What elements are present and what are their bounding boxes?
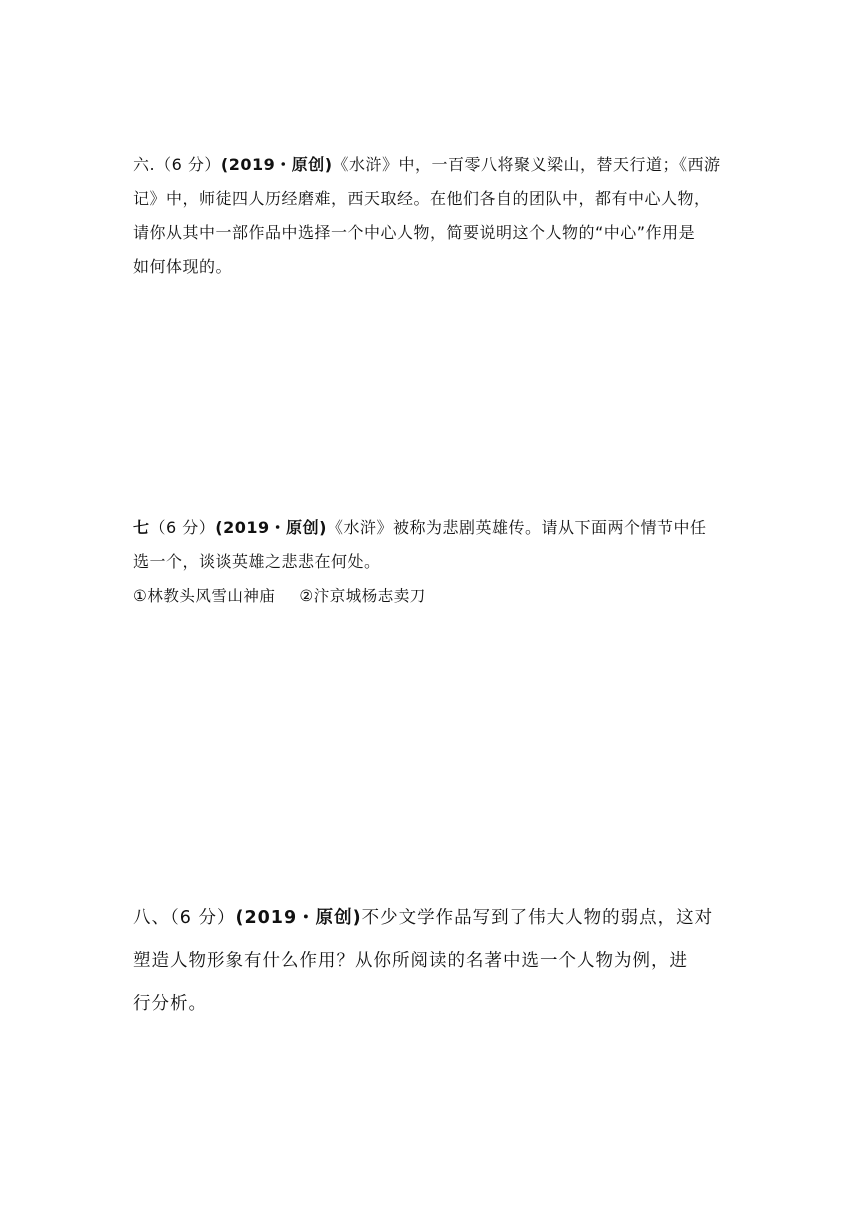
question-text: 《水浒》被称为悲剧英雄传。请从下面两个情节中任 (326, 518, 707, 537)
source-tag: (2019・原创) (220, 155, 333, 174)
question-line: 记》中，师徒四人历经磨难，西天取经。在他们各自的团队中，都有中心人物， (133, 189, 711, 208)
question-8 (133, 897, 733, 1026)
question-line: 请你从其中一部作品中选择一个中心人物，简要说明这个人物的“中心”作用是 (133, 223, 696, 242)
option-a: ①林教头风雪山神庙 (133, 587, 276, 605)
question-score: （6 分） (170, 908, 236, 928)
question-6 (133, 148, 733, 284)
question-number: 八、 (133, 908, 170, 928)
question-line: 塑造人物形象有什么作用？从你所阅读的名著中选一个人物为例，进 (133, 951, 688, 971)
question-score: （6 分） (149, 518, 216, 537)
question-text: 不少文学作品写到了伟大人物的弱点，这对 (361, 908, 714, 928)
question-line (133, 511, 733, 545)
option-b: ②汴京城杨志卖刀 (299, 587, 426, 605)
question-line (133, 897, 733, 940)
source-tag: (2019・原创) (235, 908, 362, 928)
question-number: 六. (133, 155, 156, 174)
question-number: 七 (133, 518, 150, 537)
question-line: 选一个，谈谈英雄之悲悲在何处。 (133, 552, 381, 571)
question-7 (133, 511, 733, 613)
question-text: 《水浒》中，一百零八将聚义梁山，替天行道；《西游 (332, 155, 721, 174)
question-line (133, 148, 733, 182)
source-tag: (2019・原创) (215, 518, 327, 537)
question-score: （6 分） (155, 155, 221, 174)
question-line: 如何体现的。 (133, 257, 233, 276)
options-line (133, 579, 733, 613)
question-line: 行分析。 (133, 994, 207, 1014)
